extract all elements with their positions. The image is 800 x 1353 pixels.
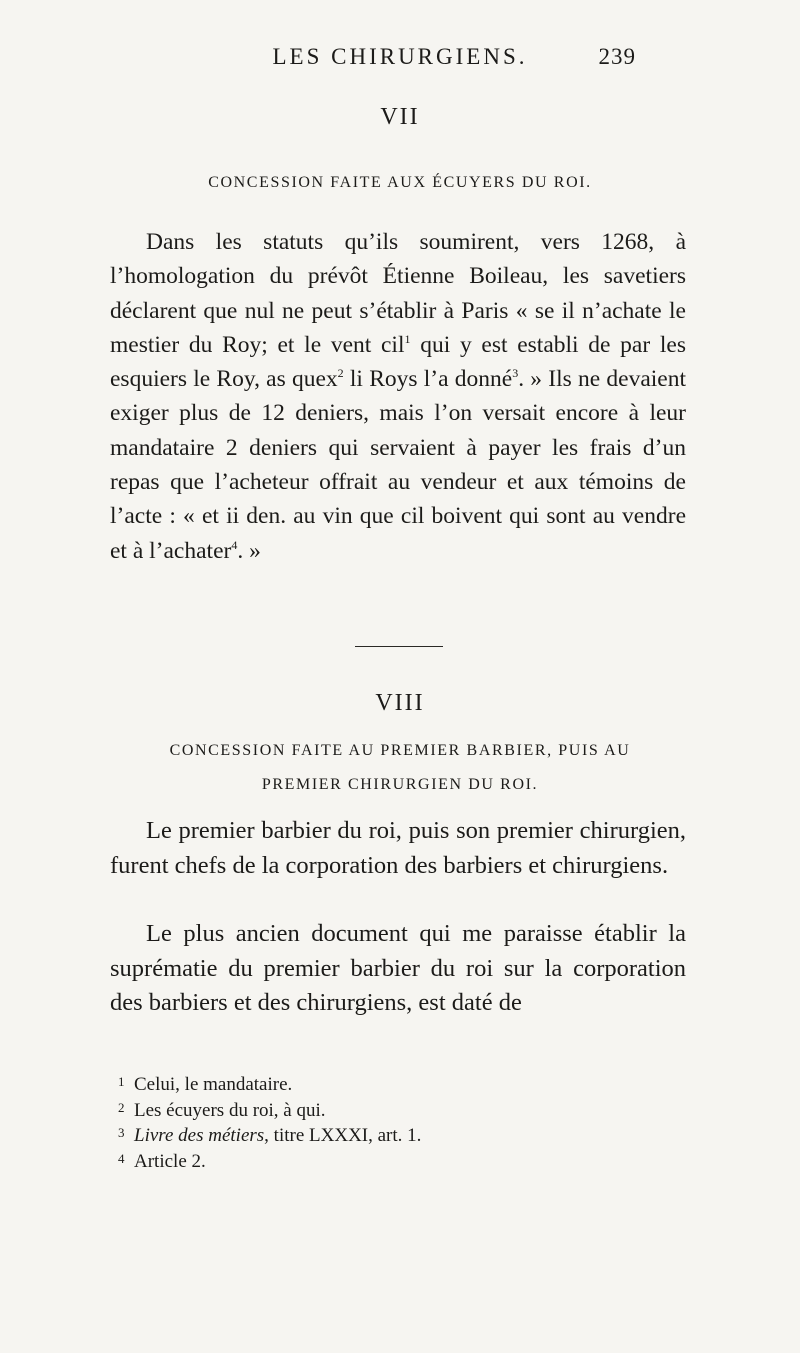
section-title-7: CONCESSION FAITE AUX ÉCUYERS DU ROI. — [208, 174, 592, 191]
footnote-ref-4[interactable]: 4 — [231, 537, 238, 552]
footnote-2 — [110, 1098, 686, 1124]
section-8-paragraph-2: Le plus ancien document qui me paraisse établir la suprématie du premier barbier du roi sur la corporation des barbiers et des chirurgiens, est daté de — [110, 920, 686, 1016]
text-run: li Roys l’a donné — [343, 366, 513, 393]
footnote-ref-3[interactable]: 3 — [512, 366, 519, 381]
footnote-text: , titre LXXXI, art. 1. — [264, 1125, 422, 1146]
text-run: . » — [237, 537, 261, 564]
section-divider — [355, 646, 443, 647]
section-title-8-line-1: CONCESSION FAITE AU PREMIER BARBIER, PUIS AU — [169, 742, 631, 759]
footnote-mark: 4 — [118, 1150, 125, 1166]
footnote-mark: 2 — [118, 1099, 125, 1115]
running-head — [0, 44, 800, 74]
footnote-3 — [110, 1123, 686, 1149]
footnotes — [110, 1072, 686, 1174]
footnote-italic-title: Livre des métiers — [134, 1125, 265, 1146]
section-number-8: VIII — [375, 690, 425, 716]
running-head-title: LES CHIRURGIENS. — [272, 44, 528, 69]
footnote-1 — [110, 1072, 686, 1098]
section-title-8 — [110, 734, 690, 802]
text-run: . » Ils ne devaient exiger plus de 12 deniers, mais l’on versait encore à leur mandataire 2 deniers qui servaient à payer les frais d’un repas que l’acheteur offrait au vendeur et aux témoins de l’acte : « et ii den. au vin que cil boivent qui sont au vendre et à l’achater — [110, 366, 687, 564]
section-number-7: VII — [380, 104, 420, 130]
section-8-paragraph-1: Le premier barbier du roi, puis son premier chirurgien, furent chefs de la corporation des barbiers et chirurgiens. — [110, 817, 686, 879]
footnote-ref-2[interactable]: 2 — [337, 366, 344, 381]
footnote-text: Les écuyers du roi, à qui. — [134, 1099, 326, 1121]
footnote-mark: 3 — [118, 1125, 125, 1140]
text-run: qui y est establi de par les esquiers le Roy, as quex — [110, 331, 686, 393]
section-7-paragraph — [110, 225, 686, 568]
section-title-8-line-2: PREMIER CHIRURGIEN DU ROI. — [261, 776, 539, 793]
page-number: 239 — [598, 44, 636, 69]
footnote-ref-1[interactable]: 1 — [404, 332, 411, 347]
footnote-text: Article 2. — [134, 1150, 206, 1172]
footnote-text: Celui, le mandataire. — [134, 1074, 293, 1095]
text-run: Dans les statuts qu’ils soumirent, vers 1268, à l’homologation du prévôt Étienne Boileau, les savetiers déclarent que nul ne peut s’établir à Paris « se il n’achate le mestier du Roy; et le vent cil — [110, 229, 686, 358]
footnote-4 — [110, 1149, 686, 1175]
footnote-mark: 1 — [118, 1074, 125, 1089]
